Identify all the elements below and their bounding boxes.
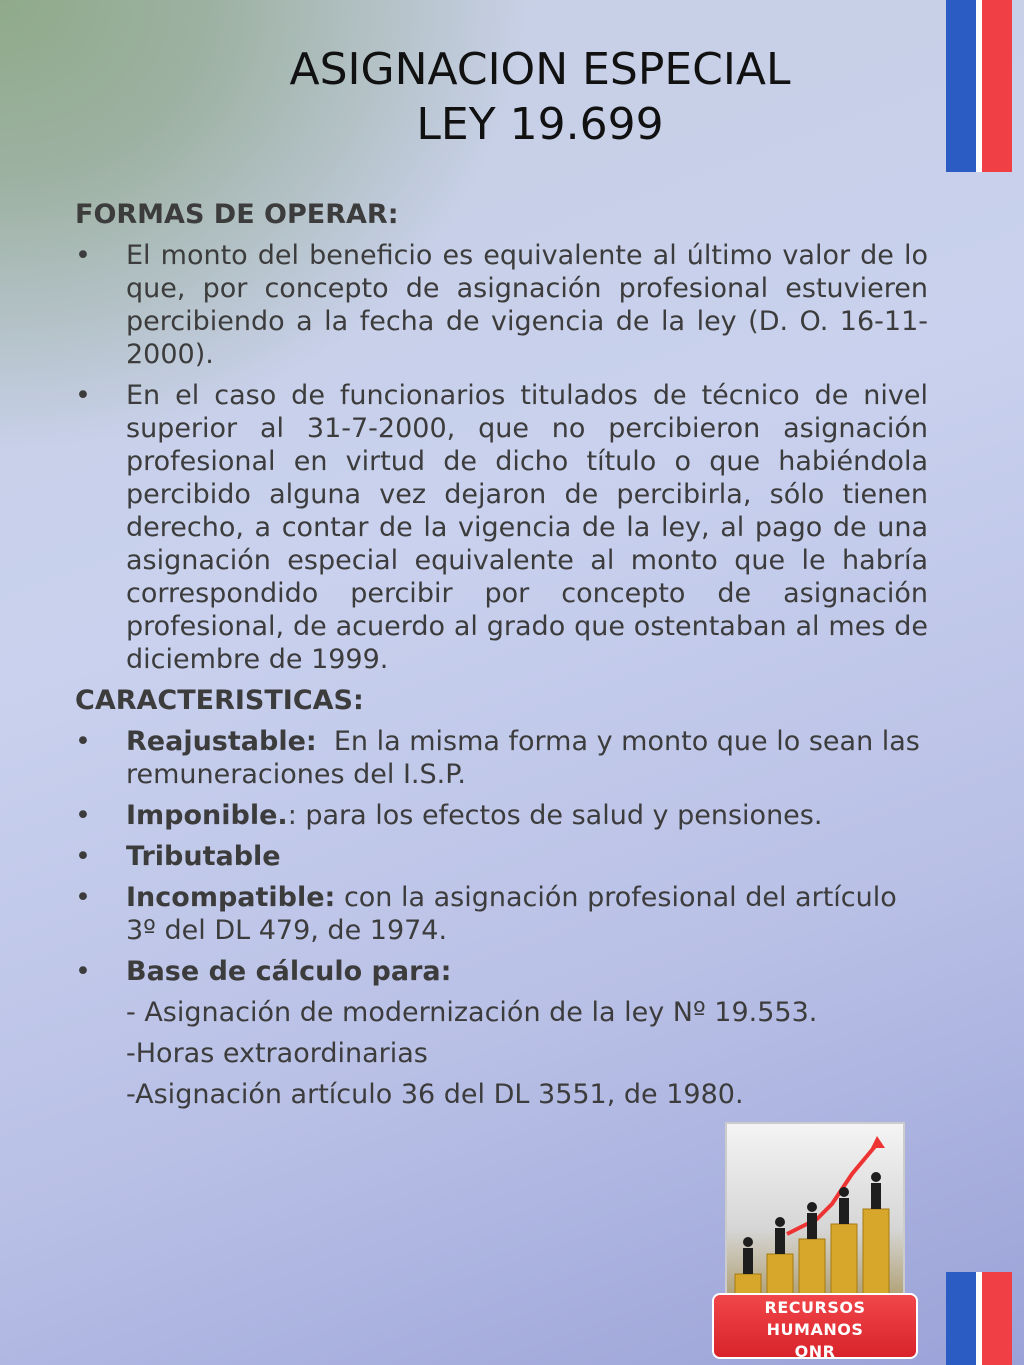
incompatible-label: Incompatible: bbox=[126, 882, 336, 913]
bullet-icon: • bbox=[75, 726, 91, 757]
base-sub-item-1: - Asignación de modernización de la ley Nº 19.553. bbox=[126, 997, 818, 1028]
bullet-icon: • bbox=[75, 380, 91, 411]
list-item bbox=[75, 799, 928, 832]
coins-businessmen-icon bbox=[727, 1124, 903, 1298]
slide-title bbox=[130, 42, 950, 152]
reajustable-text: En la misma forma y monto que lo sean las remuneraciones del I.S.P. bbox=[126, 726, 929, 790]
coins-businessmen-image bbox=[725, 1122, 905, 1300]
caracteristicas-list bbox=[75, 725, 928, 988]
bullet-icon: • bbox=[75, 240, 91, 271]
formas-item-2: En el caso de funcionarios titulados de técnico de nivel superior al 31-7-2000, que no percibieron asignación profesional en virtud de dicho título o que habiéndola percibido alguna vez dejaron de percibirla, sólo tienen derecho, a contar de la vigencia de la ley, al pago de una asignación especial equivalente al monto que le habría correspondido percibir por concepto de asignación profesional, de acuerdo al grado que ostentaban al mes de diciembre de 1999. bbox=[126, 380, 928, 675]
incompatible-text: con la asignación profesional del artículo 3º del DL 479, de 1974. bbox=[126, 882, 897, 946]
badge-line-1: RECURSOS bbox=[764, 1298, 866, 1317]
base-label: Base de cálculo para: bbox=[126, 956, 452, 987]
recursos-humanos-badge bbox=[712, 1293, 918, 1359]
flag-red-stripe bbox=[982, 1272, 1012, 1365]
bullet-icon: • bbox=[75, 841, 91, 872]
bullet-icon: • bbox=[75, 882, 91, 913]
badge-line-2: HUMANOS bbox=[766, 1320, 864, 1339]
caracteristicas-heading: CARACTERISTICAS: bbox=[75, 685, 364, 716]
list-item bbox=[75, 725, 928, 791]
list-item bbox=[75, 379, 928, 676]
tributable-label: Tributable bbox=[126, 841, 281, 872]
list-item bbox=[75, 840, 928, 873]
formas-item-1: El monto del beneficio es equivalente al último valor de lo que, por concepto de asignación profesional estuvieren percibiendo a la fecha de vigencia de la ley (D. O. 16-11-2000). bbox=[126, 240, 928, 370]
formas-list bbox=[75, 239, 928, 676]
base-sub-item-2: -Horas extraordinarias bbox=[126, 1038, 428, 1069]
flag-blue-stripe bbox=[946, 0, 976, 172]
badge-line-3: ONR bbox=[794, 1342, 836, 1361]
slide-content bbox=[75, 198, 928, 1119]
base-sub-item-3: -Asignación artículo 36 del DL 3551, de 1980. bbox=[126, 1079, 744, 1110]
list-item bbox=[75, 239, 928, 371]
bullet-icon: • bbox=[75, 956, 91, 987]
list-item bbox=[75, 955, 928, 988]
flag-blue-stripe bbox=[946, 1272, 976, 1365]
imponible-text: : para los efectos de salud y pensiones. bbox=[287, 800, 823, 831]
flag-stripes-top bbox=[946, 0, 1012, 172]
bullet-icon: • bbox=[75, 800, 91, 831]
formas-heading: FORMAS DE OPERAR: bbox=[75, 199, 399, 230]
title-line-1: ASIGNACION ESPECIAL bbox=[289, 44, 791, 95]
title-line-2: LEY 19.699 bbox=[416, 99, 664, 150]
reajustable-label: Reajustable: bbox=[126, 726, 317, 757]
flag-red-stripe bbox=[982, 0, 1012, 172]
flag-stripes-bottom bbox=[946, 1272, 1012, 1365]
imponible-label: Imponible. bbox=[126, 800, 288, 831]
list-item bbox=[75, 881, 928, 947]
